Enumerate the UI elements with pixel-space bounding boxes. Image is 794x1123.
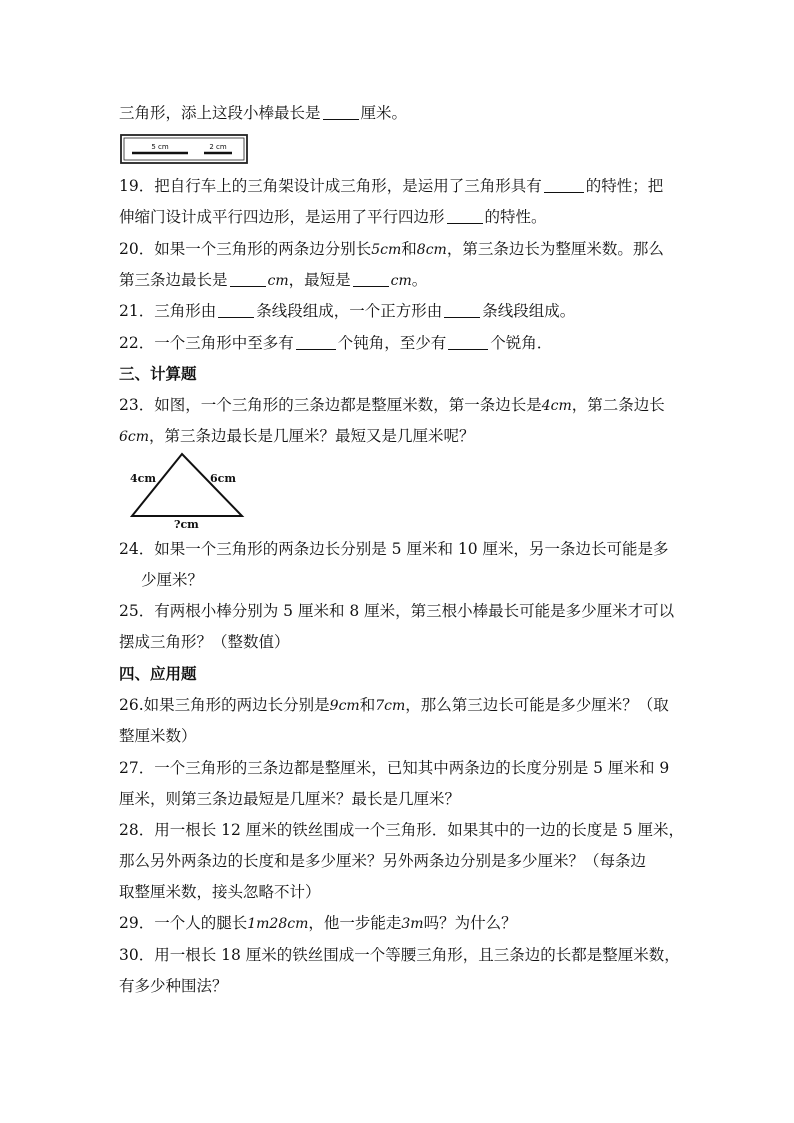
answer-blank[interactable] — [296, 335, 336, 350]
question-28-line-3: 取整厘米数，接头忽略不计） — [119, 883, 321, 901]
answer-blank[interactable] — [218, 303, 254, 318]
answer-blank[interactable] — [444, 303, 480, 318]
question-26-line-2: 整厘米数） — [119, 727, 197, 745]
triangle-figure — [124, 452, 248, 530]
section-heading-application: 四、应用题 — [119, 664, 197, 683]
question-27-line-1: 27．一个三角形的三条边都是整厘米，已知其中两条边的长度分别是 5 厘米和 9 — [119, 759, 670, 777]
question-20-line-1: 20．如果一个三角形的两条边分别长5cm和8cm，第三条边长为整厘米数。那么 — [119, 240, 664, 258]
question-29-line: 29．一个人的腿长1m28cm，他一步能走3m吗？为什么？ — [119, 914, 517, 932]
question-28-line-2: 那么另外两条边的长度和是多少厘米？另外两条边分别是多少厘米？（每条边 — [119, 852, 647, 870]
question-20-line-2: 第三条边最长是 cm，最短是 cm。 — [119, 271, 428, 289]
ruler-figure — [120, 134, 248, 164]
question-22-line: 22．一个三角形中至多有 个钝角，至少有 个锐角． — [119, 334, 553, 352]
question-21-line: 21．三角形由 条线段组成，一个正方形由 条线段组成。 — [119, 302, 576, 320]
answer-blank[interactable] — [323, 105, 359, 120]
question-27-line-2: 厘米，则第三条边最短是几厘米？最长是几厘米？ — [119, 790, 461, 808]
question-24-line-1: 24．如果一个三角形的两条边长分别是 5 厘米和 10 厘米，另一条边长可能是多 — [119, 540, 669, 558]
question-30-line-1: 30．用一根长 18 厘米的铁丝围成一个等腰三角形，且三条边的长都是整厘米数， — [119, 946, 680, 964]
answer-blank[interactable] — [353, 272, 389, 287]
answer-blank[interactable] — [544, 178, 584, 193]
triangle-left-label: 4cm — [130, 472, 156, 485]
triangle-shape — [132, 454, 242, 516]
section-heading-calculation: 三、计算题 — [119, 364, 197, 383]
question-25-line-1: 25．有两根小棒分别为 5 厘米和 8 厘米，第三根小棒最长可能是多少厘米才可以 — [119, 602, 675, 620]
answer-blank[interactable] — [447, 209, 483, 224]
question-23-line-2: 6cm，第三条边最长是几厘米？最短又是几厘米呢？ — [119, 427, 475, 445]
ruler-left-label: 5 cm — [151, 143, 169, 151]
ruler-right-label: 2 cm — [209, 143, 227, 151]
answer-blank[interactable] — [448, 335, 488, 350]
triangle-right-label: 6cm — [210, 472, 236, 485]
question-19-line-2: 伸缩门设计成平行四边形，是运用了平行四边形 的特性。 — [119, 208, 547, 226]
question-23-line-1: 23．如图，一个三角形的三条边都是整厘米数，第一条边长是4cm，第二条边长 — [119, 396, 665, 414]
question-18-line: 三角形，添上这段小棒最长是 厘米。 — [119, 104, 408, 122]
question-25-line-2: 摆成三角形？（整数值） — [119, 633, 290, 651]
question-30-line-2: 有多少种围法？ — [119, 977, 228, 995]
question-28-line-1: 28．用一根长 12 厘米的铁丝围成一个三角形．如果其中的一边的长度是 5 厘米， — [119, 821, 685, 839]
question-26-line-1: 26.如果三角形的两边长分别是9cm和7cm，那么第三边长可能是多少厘米？（取 — [119, 696, 669, 714]
answer-blank[interactable] — [230, 272, 266, 287]
question-19-line-1: 19．把自行车上的三角架设计成三角形，是运用了三角形具有 的特性；把 — [119, 177, 664, 195]
question-24-line-2: 少厘米？ — [141, 571, 204, 589]
triangle-bottom-label: ?cm — [174, 518, 199, 530]
